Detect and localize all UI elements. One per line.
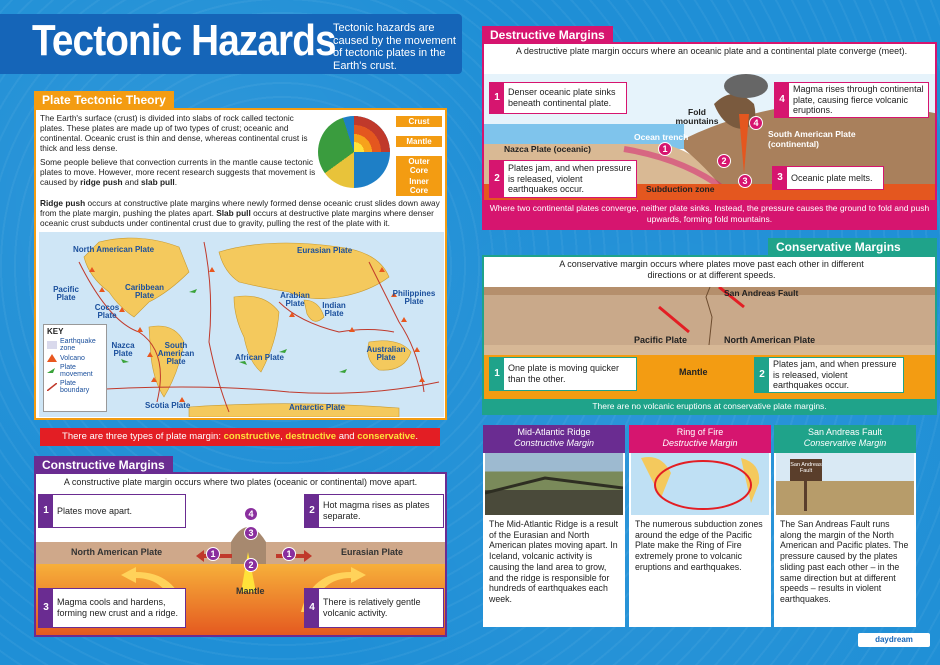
constructive-intro: A constructive plate margin occurs where two plates (oceanic or continental) move apart. [63, 477, 418, 487]
conservative-footer: There are no volcanic eruptions at conservative plate margins. [484, 399, 935, 413]
destructive-marker-4: 4 [749, 116, 763, 130]
san-andreas-sign: San Andreas Fault [790, 459, 822, 481]
volcano-icon [47, 354, 57, 362]
card-ring-of-fire-header: Ring of Fire Destructive Margin [629, 425, 771, 453]
map-label-indian: Indian Plate [322, 301, 346, 318]
constructive-left-plate: North American Plate [71, 547, 163, 557]
key-movement: Plate movement [47, 364, 103, 378]
map-label-pacific: Pacific Plate [53, 285, 79, 302]
page-title: Tectonic Hazards [32, 16, 336, 65]
plate-theory-para3: Ridge push occurs at constructive plate margins where newly formed dense oceanic crust slides down away from the plate margin, pushing the plates apart. Slab pull occurs at destructive plate margins where denser oceanic crust subducts under continental crust due to gravity, pulling the rest of the plate with it. [40, 198, 440, 228]
card-mid-atlantic [483, 425, 625, 627]
conservative-north-american-label: North American Plate [724, 335, 816, 345]
plate-theory-heading: Plate Tectonic Theory [34, 91, 174, 109]
map-label-african: African Plate [235, 353, 284, 362]
map-label-australian: Australian Plate [366, 345, 406, 362]
san-andreas-fault-label: San Andreas Fault [724, 288, 799, 298]
map-label-cocos: Cocos Plate [94, 303, 120, 320]
conservative-pacific-label: Pacific Plate [634, 335, 688, 345]
map-label-scotia: Scotia Plate [145, 401, 191, 410]
plate-margin-callout: There are three types of plate margin: constructive, destructive and conservative. [40, 428, 440, 446]
destructive-heading: Destructive Margins [482, 26, 613, 44]
map-label-north-american: North American Plate [73, 245, 155, 254]
key-boundary: Plate boundary [47, 380, 103, 394]
layer-crust: Crust [396, 116, 442, 127]
conservative-step-1: 1 One plate is moving quicker than the other. [489, 357, 637, 391]
subduction-zone-label: Subduction zone [646, 184, 715, 194]
plate-theory-para1: The Earth's surface (crust) is divided into slabs of rock called tectonic plates. These plates are made up of two types of crust; oceanic and continental. Oceanic crust is thin and dense, whereas continental crust is thick and less dense. [40, 113, 308, 153]
card-mid-atlantic-header: Mid-Atlantic Ridge Constructive Margin [483, 425, 625, 453]
earth-layers-globe [318, 116, 390, 188]
layer-outer-core: Outer Core [396, 156, 442, 176]
map-label-caribbean: Caribbean Plate [124, 283, 165, 300]
constructive-step-2: 2 Hot magma rises as plates separate. [304, 494, 444, 528]
constructive-step-4: 4 There is relatively gentle volcanic activity. [304, 588, 444, 628]
card-san-andreas [774, 425, 916, 627]
card-san-andreas-header: San Andreas Fault Conservative Margin [774, 425, 916, 453]
san-andreas-photo [776, 453, 914, 515]
constructive-step-1: 1 Plates move apart. [38, 494, 186, 528]
ridge-push-term: ridge push [80, 176, 123, 187]
constructive-mantle-label: Mantle [236, 586, 265, 596]
key-volcano: Volcano [47, 354, 103, 362]
destructive-marker-2: 2 [717, 154, 731, 168]
destructive-step-2: 2 Plates jam, and when pressure is released, violent earthquakes occur. [489, 160, 637, 198]
map-label-south-american: South American Plate [157, 341, 195, 366]
constructive-marker-2: 2 [244, 558, 258, 572]
constructive-heading: Constructive Margins [34, 456, 173, 474]
card-mid-atlantic-text: The Mid-Atlantic Ridge is a result of the Eurasian and North American plates moving apart. In Iceland, volcanic activity is causing the land area to grow, and the ridge is responsible for hundreds of earthquakes each week. [489, 519, 619, 605]
ocean-trench-label: Ocean trench [634, 132, 689, 142]
conservative-mantle-label: Mantle [679, 367, 708, 377]
constructive-marker-4: 4 [244, 507, 258, 521]
destructive-marker-3: 3 [738, 174, 752, 188]
plate-theory-para2: Some people believe that convection currents in the mantle cause tectonic plates to move. However, more recent research suggests that movement is caused by ridge push and slab pull. [40, 156, 316, 187]
layer-mantle: Mantle [396, 136, 442, 147]
map-label-arabian: Arabian Plate [280, 291, 310, 308]
card-san-andreas-text: The San Andreas Fault runs along the margin of the North American and Pacific plates. The pressure caused by the plates sliding past each other – in the same direction but at different speeds – results in violent earthquakes. [780, 519, 909, 605]
destructive-intro: A destructive plate margin occurs where an oceanic plate and a continental plate converge (meet). [515, 46, 908, 56]
destructive-step-3: 3 Oceanic plate melts. [772, 166, 884, 190]
daydream-logo: daydream [858, 633, 930, 647]
mid-atlantic-photo [485, 453, 623, 515]
map-label-antarctic: Antarctic Plate [289, 403, 346, 412]
conservative-step-2: 2 Plates jam, and when pressure is released, violent earthquakes occur. [754, 357, 904, 393]
card-ring-of-fire [629, 425, 771, 627]
map-label-nazca: Nazca Plate [111, 341, 135, 358]
destructive-panel [482, 42, 937, 230]
map-label-eurasian: Eurasian Plate [297, 246, 353, 255]
conservative-panel [482, 255, 937, 415]
destructive-marker-1: 1 [658, 142, 672, 156]
ring-of-fire-map [631, 453, 769, 515]
constructive-marker-3: 3 [244, 526, 258, 540]
map-key: KEY Earthquake zone Volcano Plate movement Plate boundary [43, 324, 107, 412]
layer-inner-core: Inner Core [396, 176, 442, 196]
earthquake-zone-swatch [47, 341, 57, 349]
destructive-step-1: 1 Denser oceanic plate sinks beneath continental plate. [489, 82, 627, 114]
key-earthquake: Earthquake zone [47, 338, 103, 352]
constructive-step-3: 3 Magma cools and hardens, forming new crust and a ridge. [38, 588, 186, 628]
card-ring-of-fire-text: The numerous subduction zones around the edge of the Pacific Plate make the Ring of Fire extremely prone to volcanic eruptions and earthquakes. [635, 519, 763, 572]
plate-movement-arrow-icon [47, 367, 57, 375]
plate-boundary-line-icon [47, 383, 57, 391]
constructive-marker-1-left: 1 [206, 547, 220, 561]
conservative-heading: Conservative Margins [768, 238, 937, 256]
plate-theory-text [40, 114, 320, 192]
south-american-plate-label: South American Plate (continental) [768, 129, 856, 149]
destructive-footer: Where two continental plates converge, neither plate sinks. Instead, the pressure causes the ground to fold and push upwards, forming fold mountains. [484, 200, 935, 228]
constructive-panel [34, 472, 447, 637]
world-plate-map [39, 232, 444, 417]
constructive-marker-1-right: 1 [282, 547, 296, 561]
constructive-right-plate: Eurasian Plate [341, 547, 404, 557]
fold-mountains-label: Fold mountains [675, 107, 719, 127]
slab-pull-term: slab pull [141, 176, 175, 187]
page-subtitle: Tectonic hazards are caused by the movement of tectonic plates in the Earth's crust. [333, 22, 456, 72]
conservative-intro: A conservative margin occurs where plates move past each other in different directions or at different speeds. [559, 259, 864, 280]
plate-theory-panel [34, 108, 447, 420]
nazca-plate-label: Nazca Plate (oceanic) [504, 144, 591, 154]
destructive-step-4: 4 Magma rises through continental plate, causing fierce volcanic eruptions. [774, 82, 929, 118]
map-label-philippines: Philippines Plate [392, 289, 436, 306]
